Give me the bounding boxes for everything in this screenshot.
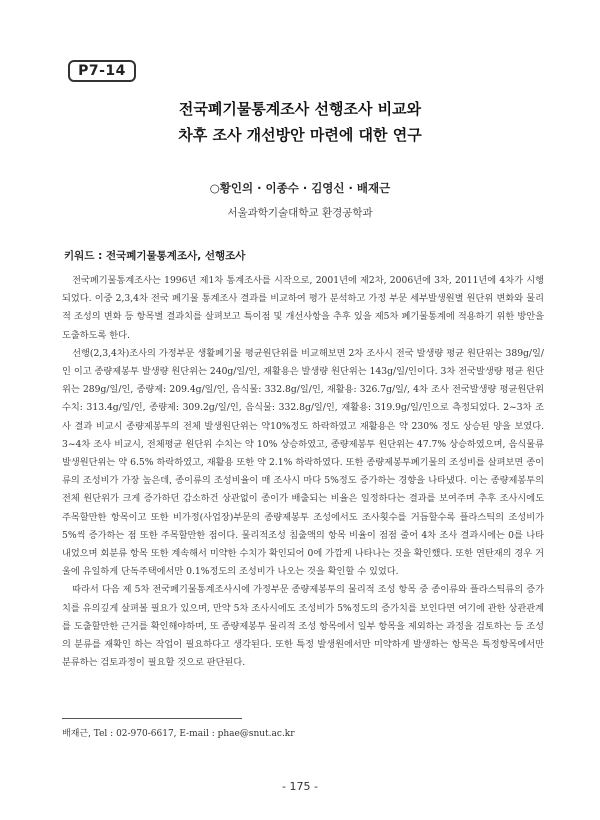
abstract-body <box>62 272 544 672</box>
footnote: 배재근, Tel : 02-970-6617, E-mail : phae@snut.ac.kr <box>62 729 295 739</box>
paragraph-1: 전국폐기물통계조사는 1996년 제1차 통계조사를 시작으로, 2001년에 제2차, 2006년에 3차, 2011년에 4차가 시행되었다. 이중 2,3,4차 전국 폐기물 통계조사 결과를 비교하여 평가 분석하고 가정 부문 세부발생원별 원단위 변화와 물리적 조성의 변화 등 항목별 결과치를 살펴보고 특이점 및 개선사항을 추후 있을 제5차 폐기물통계에 적용하기 위한 방안을 도출하도록 한다. <box>62 275 544 341</box>
page-number: - 175 - <box>282 780 318 793</box>
affiliation: 서울과학기술대학교 환경공학과 <box>227 207 373 219</box>
authors: ○황인의 · 이종수 · 김영신 · 배재근 <box>209 181 391 195</box>
paper-code-badge: P7-14 <box>68 60 136 82</box>
footnote-divider <box>62 718 242 719</box>
paper-title-line-2: 차후 조사 개선방안 마련에 대한 연구 <box>178 126 422 144</box>
paragraph-3: 따라서 다음 제 5차 전국폐기물통계조사시에 가정부문 종량제봉투의 물리적 조성 항목 중 종이류와 플라스틱류의 증가치를 유의깊게 살펴볼 필요가 있으며, 만약 5차 조사시에도 조성비가 5%정도의 증가치를 보인다면 여기에 관한 상관관계를 도출할만한 근거를 확인해야하며, 또 종량제봉투 물리적 조성 항목에서 일부 항목을 제외하는 과정을 검토하는 등 조성의 분류를 재확인 하는 작업이 필요하다고 생각된다. 또한 특정 발생원에서만 미약하게 발생하는 항목은 특정항목에서만 분류하는 검토과정이 필요할 것으로 판단된다. <box>62 584 544 669</box>
keywords: 키워드 : 전국폐기물통계조사, 선행조사 <box>64 250 246 262</box>
paper-title-line-1: 전국폐기물통계조사 선행조사 비교와 <box>178 100 422 118</box>
paragraph-2: 선행(2,3,4차)조사의 가정부문 생활폐기물 평균원단위를 비교해보면 2차 조사시 전국 발생량 평균 원단위는 389g/일/인 이고 종량제봉투 발생량 원단위는 240g/일/인, 재활용은 발생량 원단위는 143g/일/인이다. 3차 전국발생량 평균 원단위는 289g/일/인, 종량제: 209.4g/일/인, 음식물: 332.8g/일/인, 재활용: 326.7g/일/, 4차 조사 전국발생량 평균원단위 수치: 313.4g/일/인, 종량제: 309.2g/일/인, 음식물: 332.8g/일/인, 재활용: 319.9g/일/인으로 측정되었다. 2~3차 조사 결과 비교시 종량제봉투의 전체 발생원단위는 약10%정도 하락하였고 재활용은 약 230% 정도 상승된 양을 보였다. 3~4차 조사 비교시, 전체평균 원단위 수치는 약 10% 상승하였고, 종량제봉투 원단위는 47.7% 상승하였으며, 음식물류 발생원단위는 약 6.5% 하락하였고, 재활용 또한 약 2.1% 하락하였다. 또한 종량제봉투폐기물의 조성비를 살펴보면 종이류의 조성비가 가장 높은데, 종이류의 조성비율이 매 조사시 마다 5%정도 증가하는 경향을 나타냈다. 이는 종량제봉투의 전체 원단위가 크게 증가하던 감소하건 상관없이 종이가 배출되는 비율은 일정하다는 결과를 보여주며 추후 조사시에도 주목할만한 항목이고 또한 비가정(사업장)부문의 종량제봉투 조성에서도 조사횟수를 거듭할수록 플라스틱의 조성비가 5%씩 증가하는 점 또한 주목할만한 점이다. 물리적조성 침출액의 항목 비율이 점점 줄어 4차 조사 결과시에는 0를 나타내었으며 회분류 항목 또한 계속해서 미약한 수치가 확인되어 0에 가깝게 나타나는 것을 확인했다. 또한 연탄재의 경우 거울에 유일하게 단독주택에서만 0.1%정도의 조성비가 나오는 것을 확인할 수 있었다. <box>62 347 544 578</box>
